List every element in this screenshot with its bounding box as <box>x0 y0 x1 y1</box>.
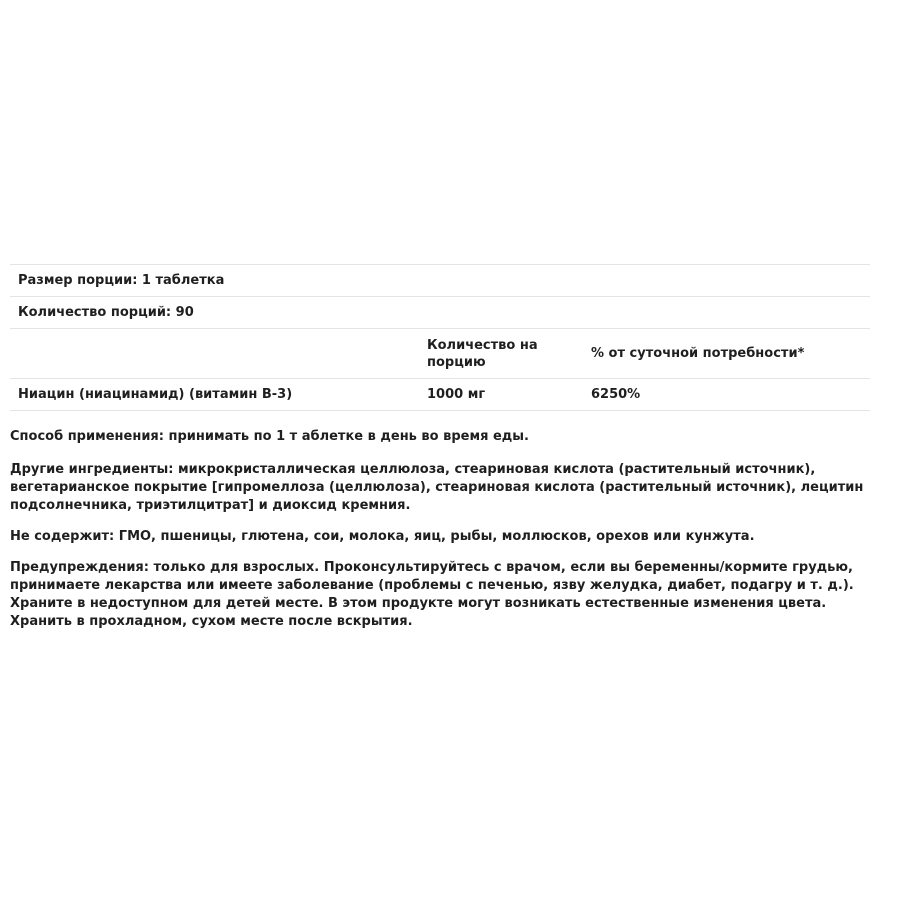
serving-size-row <box>10 265 870 297</box>
servings-count-row <box>10 297 870 329</box>
supplement-facts-table <box>10 264 870 411</box>
ingredient-amount: 1000 мг <box>419 379 583 411</box>
other-ingredients: Другие ингредиенты: микрокристаллическая целлюлоза, стеариновая кислота (растительный источник), вегетарианское покрытие [гипромеллоза (целлюлоза), стеариновая кислота (растительный источник), лецитин подсолнечника, триэтилцитрат] и диоксид кремния. <box>10 462 864 513</box>
header-daily-value: % от суточной потребности* <box>583 329 870 379</box>
header-amount: Количество на порцию <box>419 329 583 379</box>
ingredient-name: Ниацин (ниацинамид) (витамин B-3) <box>10 379 419 411</box>
table-header-row <box>10 329 870 379</box>
table-row <box>10 379 870 411</box>
usage-instructions: Способ применения: принимать по 1 т аблетке в день во время еды. <box>10 429 529 444</box>
warnings: Предупреждения: только для взрослых. Проконсультируйтесь с врачом, если вы беременны/кормите грудью, принимаете лекарства или имеете заболевание (проблемы с печенью, язву желудка, диабет, подагру и т. д.). Храните в недоступном для детей месте. В этом продукте могут возникать естественные изменения цвета. Хранить в прохладном, сухом месте после вскрытия. <box>10 560 854 629</box>
free-from-statement: Не содержит: ГМО, пшеницы, глютена, сои, молока, яиц, рыбы, моллюсков, орехов или кунжута. <box>10 529 755 544</box>
servings-count-text: Количество порций: 90 <box>10 297 870 329</box>
header-empty-cell <box>10 329 419 379</box>
serving-size-text: Размер порции: 1 таблетка <box>10 265 870 297</box>
ingredient-daily-value: 6250% <box>583 379 870 411</box>
